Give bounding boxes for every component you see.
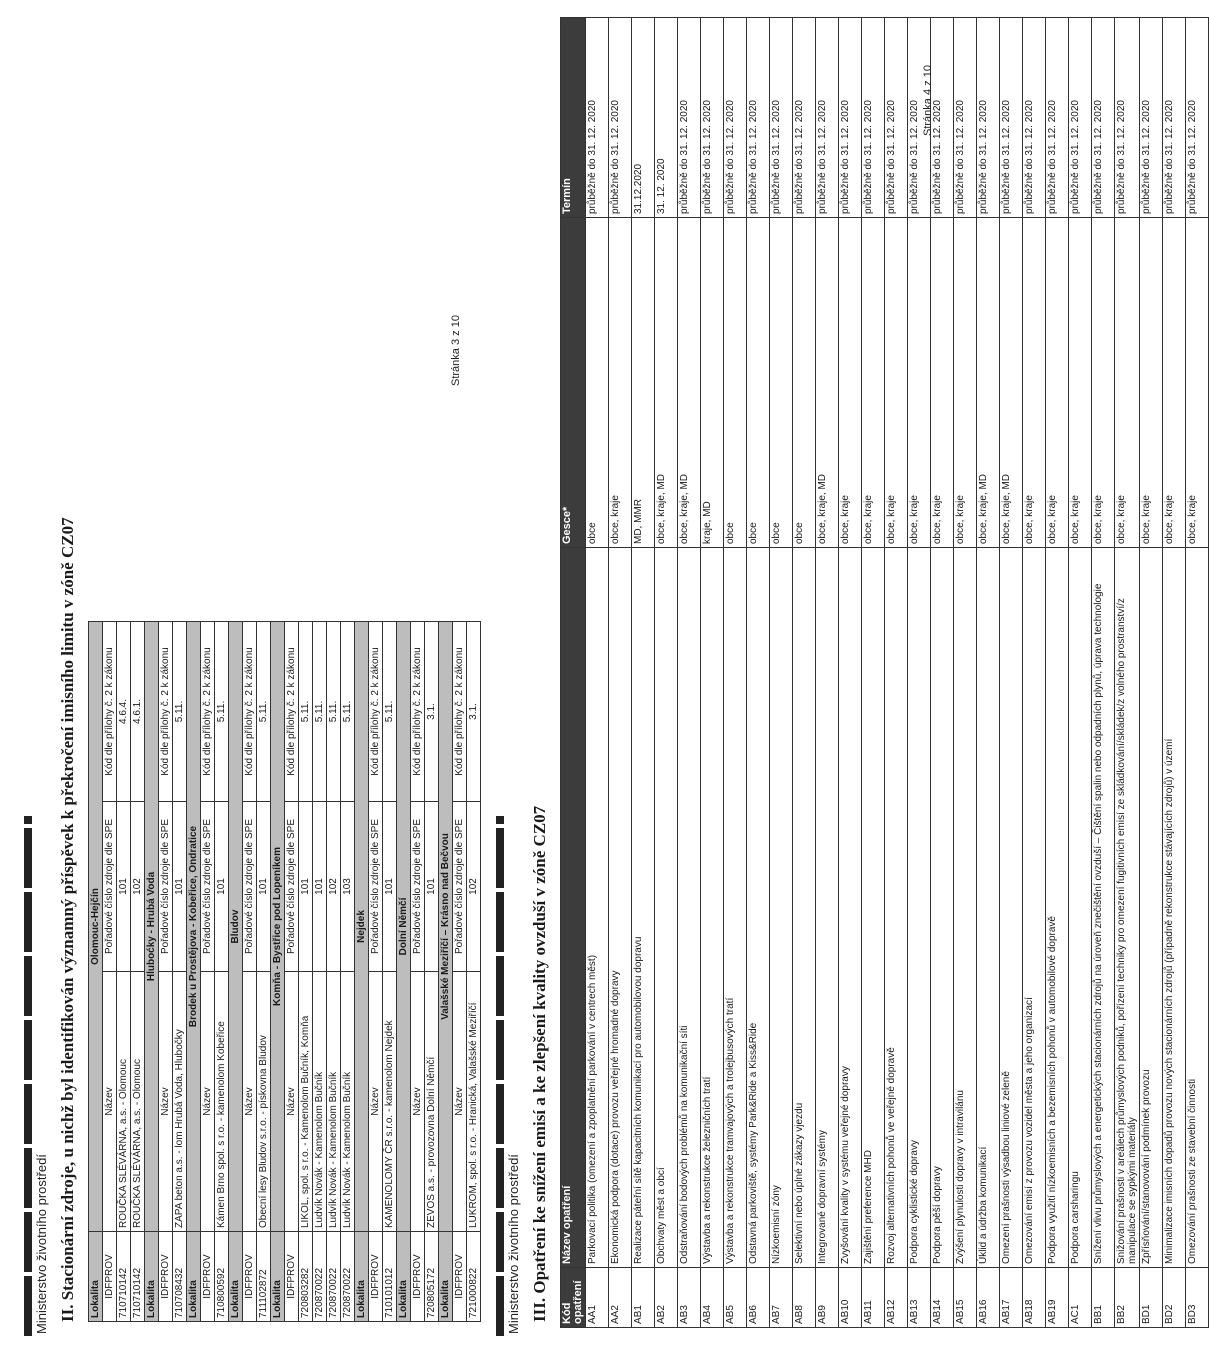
measures-table (560, 17, 1209, 1328)
source-spe-number: 103 (341, 802, 355, 972)
measure-term: průběžně do 31. 12. 2020 (609, 18, 632, 218)
source-code: 3.1. (467, 621, 481, 801)
measure-term: průběžně do 31. 12. 2020 (747, 18, 770, 218)
column-header: Pořadové číslo zdroje dle SPE (103, 802, 117, 972)
measure-name: Výstavba a rekonstrukce tramvajových a trolejbusových tratí (724, 548, 747, 1268)
table-row (117, 621, 131, 1321)
measure-name: Omezení prašnosti výsadbou liniové zeleně (1000, 548, 1023, 1268)
location-name: Hluboćky - Hrubá Voda (145, 621, 159, 1231)
measure-code: AB18 (1023, 1268, 1046, 1328)
source-name: ROUČKA SLÉVÁRNA, a.s. - Olomouc (131, 972, 145, 1232)
measure-gesce: obce, kraje (862, 218, 885, 548)
column-header-row (369, 621, 383, 1321)
column-header: Gesce* (561, 218, 586, 548)
source-id: 720870022 (327, 1232, 341, 1322)
column-header: Pořadové číslo zdroje dle SPE (159, 802, 173, 972)
location-name: Nejdek (355, 621, 369, 1231)
measure-term: průběžně do 31. 12. 2020 (816, 18, 839, 218)
source-id: 721000822 (467, 1232, 481, 1322)
source-code: 5.11. (341, 621, 355, 801)
location-label: Lokalita (145, 1232, 159, 1322)
measure-name: Odstraňování bodových problémů na komunikační síti (678, 548, 701, 1268)
table-row (1186, 18, 1209, 1328)
measure-term: průběžně do 31. 12. 2020 (1069, 18, 1092, 218)
measure-name: Úklid a údržba komunikací (977, 548, 1000, 1268)
source-code: 5.11. (215, 621, 229, 801)
table-row (299, 621, 313, 1321)
measure-name: Zajištění preference MHD (862, 548, 885, 1268)
table-row (885, 18, 908, 1328)
table-row (1069, 18, 1092, 1328)
measure-term: průběžně do 31. 12. 2020 (724, 18, 747, 218)
source-id: 710710142 (131, 1232, 145, 1322)
location-label: Lokalita (229, 1232, 243, 1322)
measure-term: průběžně do 31. 12. 2020 (839, 18, 862, 218)
source-spe-number: 102 (131, 802, 145, 972)
source-id: 720870022 (313, 1232, 327, 1322)
column-header: IDFPROV (159, 1232, 173, 1322)
table-row (908, 18, 931, 1328)
measure-code: BD2 (1163, 1268, 1186, 1328)
source-spe-number: 101 (383, 802, 397, 972)
source-code: 5.11. (383, 621, 397, 801)
source-code: 5.11. (313, 621, 327, 801)
location-row (271, 621, 285, 1321)
table-row (586, 18, 609, 1328)
source-name: Kámen Brno spol. s r.o. - kamenolom Kobeřice (215, 972, 229, 1232)
table-row (770, 18, 793, 1328)
source-code: 5.11. (327, 621, 341, 801)
measure-name: Ekonomická podpora (dotace) provozu veřejné hromadné dopravy (609, 548, 632, 1268)
measure-term: průběžně do 31. 12. 2020 (678, 18, 701, 218)
table-row (1023, 18, 1046, 1328)
measure-term: průběžně do 31. 12. 2020 (931, 18, 954, 218)
column-header: Pořadové číslo zdroje dle SPE (201, 802, 215, 972)
source-name: ZAPA beton a.s. - lom Hrubá Voda, Hlubočky (173, 972, 187, 1232)
source-id: 720803282 (299, 1232, 313, 1322)
measure-gesce: obce, kraje, MD (655, 218, 678, 548)
measure-code: AB10 (839, 1268, 862, 1328)
measure-code: BD3 (1186, 1268, 1209, 1328)
measure-name: Rozvoj alternativních pohonů ve veřejné dopravě (885, 548, 908, 1268)
section-heading: II. Stacionární zdroje, u nichž byl identifikován významný příspěvek k překročení imisního limitu v zóně CZ07 (58, 517, 77, 1322)
table-row (383, 621, 397, 1321)
location-label: Lokalita (355, 1232, 369, 1322)
measure-code: AB6 (747, 1268, 770, 1328)
location-label: Lokalita (397, 1232, 411, 1322)
measure-code: AB2 (655, 1268, 678, 1328)
measure-term: průběžně do 31. 12. 2020 (954, 18, 977, 218)
measure-code: AB9 (816, 1268, 839, 1328)
source-id: 710710142 (117, 1232, 131, 1322)
measure-term: průběžně do 31. 12. 2020 (701, 18, 724, 218)
table-row (862, 18, 885, 1328)
measure-name: Realizace páteřní sítě kapacitních komunikací pro automobilovou dopravu (632, 548, 655, 1268)
location-row (439, 621, 453, 1321)
table-row (747, 18, 770, 1328)
measure-code: AB13 (908, 1268, 931, 1328)
location-row (145, 621, 159, 1321)
measure-name: Obchvaty měst a obcí (655, 548, 678, 1268)
location-label: Lokalita (439, 1232, 453, 1322)
measure-name: Snižování prašnosti v areálech průmyslových podniků, pořízení techniky pro omezení fugitivních emisí ze skládkování/skládek/z volného prostranství/z manipulace se sypkými materiály (1115, 548, 1140, 1268)
column-header: Název opatření (561, 548, 586, 1268)
table-row (467, 621, 481, 1321)
measure-term: průběžně do 31. 12. 2020 (793, 18, 816, 218)
measure-code: AB4 (701, 1268, 724, 1328)
table-row (131, 621, 145, 1321)
measure-gesce: obce, kraje (908, 218, 931, 548)
measure-term: průběžně do 31. 12. 2020 (770, 18, 793, 218)
measure-gesce: obce, kraje (1092, 218, 1115, 548)
measure-code: BB2 (1115, 1268, 1140, 1328)
column-header: Termín (561, 18, 586, 218)
measure-term: průběžně do 31. 12. 2020 (1046, 18, 1069, 218)
column-header-row (453, 621, 467, 1321)
measure-code: BB1 (1092, 1268, 1115, 1328)
table-row (173, 621, 187, 1321)
measure-code: AB17 (1000, 1268, 1023, 1328)
location-row (355, 621, 369, 1321)
measure-gesce: obce, kraje (1069, 218, 1092, 548)
source-id: 711102872 (257, 1232, 271, 1322)
measure-name: Minimalizace imisních dopadů provozu nových stacionárních zdrojů (případně rekonstrukce stávajících zdrojů) v území (1163, 548, 1186, 1268)
column-header: Pořadové číslo zdroje dle SPE (369, 802, 383, 972)
source-spe-number: 101 (313, 802, 327, 972)
measure-gesce: obce, kraje (1115, 218, 1140, 548)
location-name: Dolní Němčí (397, 621, 411, 1231)
measure-code: AC1 (1069, 1268, 1092, 1328)
source-spe-number: 101 (425, 802, 439, 972)
table-row (701, 18, 724, 1328)
measure-gesce: obce (747, 218, 770, 548)
measure-code: AB15 (954, 1268, 977, 1328)
measure-code: AB5 (724, 1268, 747, 1328)
source-name: Ludvík Novák - Kamenolom Bučník (327, 972, 341, 1232)
measure-name: Zpřísňování/stanovování podmínek provozu (1140, 548, 1163, 1268)
table-row (678, 18, 701, 1328)
table-row (655, 18, 678, 1328)
source-name: KAMENOLOMY ČR s.r.o. - kamenolom Nejdek (383, 972, 397, 1232)
measure-name: Omezování emisí z provozu vozidel města a jeho organizací (1023, 548, 1046, 1268)
measure-gesce: obce, kraje (954, 218, 977, 548)
ministry-name: Ministerstvo životního prostředí (506, 1154, 521, 1334)
table-row (1115, 18, 1140, 1328)
measure-code: AB16 (977, 1268, 1000, 1328)
source-spe-number: 102 (467, 802, 481, 972)
column-header: Pořadové číslo zdroje dle SPE (243, 802, 257, 972)
source-spe-number: 101 (117, 802, 131, 972)
column-header: Kód opatření (561, 1268, 586, 1328)
column-header-row (411, 621, 425, 1321)
measure-term: průběžně do 31. 12. 2020 (885, 18, 908, 218)
column-header: IDFPROV (285, 1232, 299, 1322)
source-id: 710101012 (383, 1232, 397, 1322)
measure-term: průběžně do 31. 12. 2020 (1023, 18, 1046, 218)
table-row (1046, 18, 1069, 1328)
measure-term: průběžně do 31. 12. 2020 (1163, 18, 1186, 218)
location-label: Lokalita (271, 1232, 285, 1322)
page-number: Stránka 4 z 10 (922, 65, 934, 136)
measure-gesce: obce, kraje, MD (977, 218, 1000, 548)
measure-gesce: obce, kraje (1163, 218, 1186, 548)
table-row (1163, 18, 1186, 1328)
measure-term: průběžně do 31. 12. 2020 (908, 18, 931, 218)
source-name: Ludvík Novák - Kamenolom Bučník (313, 972, 327, 1232)
column-header: IDFPROV (103, 1232, 117, 1322)
table-row (793, 18, 816, 1328)
column-header: Název (411, 972, 425, 1232)
measure-code: AB8 (793, 1268, 816, 1328)
table-row (977, 18, 1000, 1328)
source-name: ZEVOS a.s. - provozovna Dolní Němčí (425, 972, 439, 1232)
measure-name: Zvyšování kvality v systému veřejné dopravy (839, 548, 862, 1268)
location-label: Lokalita (187, 1232, 201, 1322)
source-code: 5.11. (173, 621, 187, 801)
measure-gesce: MD, MMR (632, 218, 655, 548)
left-page (18, 6, 478, 1346)
measure-gesce: obce, kraje, MD (678, 218, 701, 548)
column-header: Kód dle přílohy č. 2 k zákonu (243, 621, 257, 801)
source-spe-number: 101 (257, 802, 271, 972)
measure-term: průběžně do 31. 12. 2020 (1000, 18, 1023, 218)
column-header: Název (243, 972, 257, 1232)
column-header: Kód dle přílohy č. 2 k zákonu (369, 621, 383, 801)
measure-term: průběžně do 31. 12. 2020 (977, 18, 1000, 218)
measure-code: AB11 (862, 1268, 885, 1328)
column-header: Kód dle přílohy č. 2 k zákonu (411, 621, 425, 801)
source-spe-number: 101 (215, 802, 229, 972)
measure-term: 31.12.2020 (632, 18, 655, 218)
column-header: Pořadové číslo zdroje dle SPE (285, 802, 299, 972)
source-id: 710708432 (173, 1232, 187, 1322)
measure-code: AB14 (931, 1268, 954, 1328)
measure-gesce: obce, kraje, MD (1000, 218, 1023, 548)
measure-code: AB3 (678, 1268, 701, 1328)
column-header: Název (159, 972, 173, 1232)
measure-term: průběžně do 31. 12. 2020 (586, 18, 609, 218)
measure-gesce: obce, kraje (1023, 218, 1046, 548)
column-header: Kód dle přílohy č. 2 k zákonu (453, 621, 467, 801)
measure-code: AB19 (1046, 1268, 1069, 1328)
table-row (609, 18, 632, 1328)
location-row (229, 621, 243, 1321)
measure-name: Odstavná parkoviště, systémy Park&Ride a Kiss&Ride (747, 548, 770, 1268)
table-row (215, 621, 229, 1321)
column-header: IDFPROV (453, 1232, 467, 1322)
measure-gesce: obce, kraje (885, 218, 908, 548)
measure-name: Selektivní nebo úplné zákazy vjezdu (793, 548, 816, 1268)
measure-name: Snížení vlivu průmyslových a energetických stacionárních zdrojů na úroveň znečištění ovzduší – Čištění spalin nebo odpadních plynů, úprava technologie (1092, 548, 1115, 1268)
measure-code: AA1 (586, 1268, 609, 1328)
page-number: Stránka 3 z 10 (450, 315, 462, 386)
measure-term: průběžně do 31. 12. 2020 (1115, 18, 1140, 218)
table-row (954, 18, 977, 1328)
table-row (1140, 18, 1163, 1328)
table-row (724, 18, 747, 1328)
column-header-row (103, 621, 117, 1321)
table-row (327, 621, 341, 1321)
source-name: LIKOL, spol. s r.o. - Kamenolom Bučník, Komňa (299, 972, 313, 1232)
measure-gesce: obce, kraje (1046, 218, 1069, 548)
location-row (397, 621, 411, 1321)
column-header: Kód dle přílohy č. 2 k zákonu (103, 621, 117, 801)
measure-name: Podpora využití nízkoemisních a bezemisních pohonů v automobilové dopravě (1046, 548, 1069, 1268)
measure-name: Podpora pěší dopravy (931, 548, 954, 1268)
right-page (490, 6, 1199, 1346)
measure-gesce: obce, kraje (1140, 218, 1163, 548)
table-row (341, 621, 355, 1321)
measure-name: Podpora carsharingu (1069, 548, 1092, 1268)
table-row (632, 18, 655, 1328)
measure-term: průběžně do 31. 12. 2020 (1186, 18, 1209, 218)
column-header: Název (285, 972, 299, 1232)
location-row (187, 621, 201, 1321)
location-label: Lokalita (89, 1232, 103, 1322)
source-name: LUKROM, spol. s r.o. - Hranická, Valašské Meziříčí (467, 972, 481, 1232)
measure-gesce: obce (586, 218, 609, 548)
measure-name: Nízkoemisní zóny (770, 548, 793, 1268)
table-row (313, 621, 327, 1321)
source-name: Ludvík Novák - Kamenolom Bučník (341, 972, 355, 1232)
section-heading: III. Opatření ke snížení emisí a ke zlepšení kvality ovzduší v zóně CZ07 (530, 805, 549, 1322)
ministry-bar (24, 816, 32, 1336)
measure-term: průběžně do 31. 12. 2020 (1140, 18, 1163, 218)
source-name: ROUČKA SLÉVÁRNA, a.s. - Olomouc (117, 972, 131, 1232)
measure-gesce: obce (770, 218, 793, 548)
column-header: Název (201, 972, 215, 1232)
column-header: Kód dle přílohy č. 2 k zákonu (285, 621, 299, 801)
column-header-row (201, 621, 215, 1321)
stationary-sources-table (88, 621, 481, 1322)
source-code: 3.1. (425, 621, 439, 801)
measure-code: AB12 (885, 1268, 908, 1328)
source-id: 720870022 (341, 1232, 355, 1322)
table-row (1092, 18, 1115, 1328)
column-header-row (243, 621, 257, 1321)
column-header-row (285, 621, 299, 1321)
measure-code: BD1 (1140, 1268, 1163, 1328)
table-header-row (561, 18, 586, 1328)
source-code: 5.11. (299, 621, 313, 801)
location-name: Brodek u Prostějova - Kobeřice, Ondratice (187, 621, 201, 1231)
location-row (89, 621, 103, 1321)
measure-gesce: obce (793, 218, 816, 548)
measure-name: Parkovací politika (omezení a zpoplatnění parkování v centrech měst) (586, 548, 609, 1268)
measure-gesce: kraje, MD (701, 218, 724, 548)
column-header: Kód dle přílohy č. 2 k zákonu (159, 621, 173, 801)
source-spe-number: 101 (173, 802, 187, 972)
source-spe-number: 101 (299, 802, 313, 972)
measure-gesce: obce, kraje, MD (816, 218, 839, 548)
measure-gesce: obce, kraje (839, 218, 862, 548)
source-name: Obecní lesy Bludov s.r.o. - pískovna Bludov (257, 972, 271, 1232)
measure-name: Podpora cyklistické dopravy (908, 548, 931, 1268)
column-header: Název (103, 972, 117, 1232)
measure-term: 31. 12. 2020 (655, 18, 678, 218)
source-spe-number: 102 (327, 802, 341, 972)
measure-code: AB1 (632, 1268, 655, 1328)
ministry-bar (496, 816, 504, 1336)
column-header: IDFPROV (411, 1232, 425, 1322)
location-name: Olomouc-Hejčín (89, 621, 103, 1231)
location-name: Komňa - Bystřice pod Lopeníkem (271, 621, 285, 1231)
column-header: IDFPROV (243, 1232, 257, 1322)
table-row (425, 621, 439, 1321)
column-header: Název (453, 972, 467, 1232)
location-name: Bludov (229, 621, 243, 1231)
measure-term: průběžně do 31. 12. 2020 (862, 18, 885, 218)
source-code: 5.11. (257, 621, 271, 801)
column-header-row (159, 621, 173, 1321)
measure-name: Zvýšení plynulosti dopravy v intravilánu (954, 548, 977, 1268)
measure-name: Výstavba a rekonstrukce železničních tratí (701, 548, 724, 1268)
measure-gesce: obce, kraje (1186, 218, 1209, 548)
column-header: Pořadové číslo zdroje dle SPE (411, 802, 425, 972)
column-header: Kód dle přílohy č. 2 k zákonu (201, 621, 215, 801)
column-header: IDFPROV (201, 1232, 215, 1322)
measure-gesce: obce, kraje (609, 218, 632, 548)
column-header: Pořadové číslo zdroje dle SPE (453, 802, 467, 972)
measure-name: Omezování prašnosti ze stavební činnosti (1186, 548, 1209, 1268)
source-id: 720805172 (425, 1232, 439, 1322)
table-row (931, 18, 954, 1328)
measure-code: AB7 (770, 1268, 793, 1328)
location-name: Valašské Meziříčí – Krásno nad Bečvou (439, 621, 453, 1231)
measure-code: AA2 (609, 1268, 632, 1328)
column-header: IDFPROV (369, 1232, 383, 1322)
table-row (816, 18, 839, 1328)
measure-name: Integrované dopravní systémy (816, 548, 839, 1268)
table-row (1000, 18, 1023, 1328)
measure-term: průběžně do 31. 12. 2020 (1092, 18, 1115, 218)
source-code: 4.6.1. (131, 621, 145, 801)
measure-gesce: obce (724, 218, 747, 548)
source-id: 710800592 (215, 1232, 229, 1322)
ministry-name: Ministerstvo životního prostředí (34, 1154, 49, 1334)
source-code: 4.6.4. (117, 621, 131, 801)
measure-gesce: obce, kraje (931, 218, 954, 548)
table-row (257, 621, 271, 1321)
table-row (839, 18, 862, 1328)
column-header: Název (369, 972, 383, 1232)
